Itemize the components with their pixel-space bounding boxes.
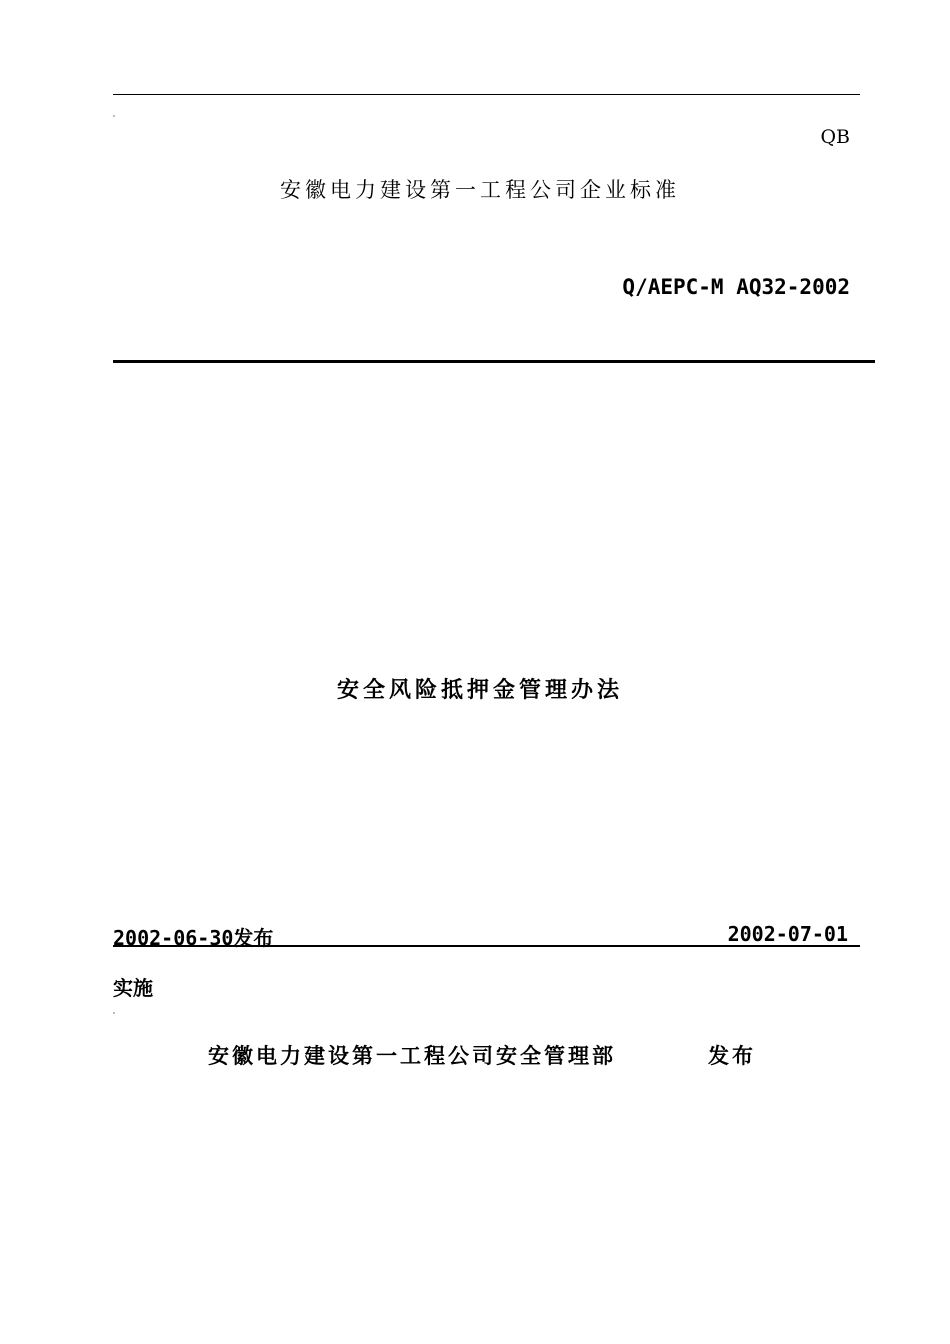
qb-label: QB <box>820 126 850 148</box>
company-standard-heading: 安徽电力建设第一工程公司企业标准 <box>280 178 680 202</box>
effective-label: 实施 <box>113 976 153 1000</box>
issue-date: 2002-06-30发布 <box>113 926 274 950</box>
publisher-name: 安徽电力建设第一工程公司安全管理部 <box>208 1044 616 1068</box>
scan-speck <box>113 1012 115 1014</box>
header-divider <box>113 360 875 363</box>
top-rule <box>113 94 860 95</box>
publish-action: 发布 <box>708 1044 756 1068</box>
effective-date: 2002-07-01 <box>727 922 848 946</box>
date-underline <box>113 945 860 947</box>
scan-speck <box>113 115 115 117</box>
document-title: 安全风险抵押金管理办法 <box>336 678 623 703</box>
standard-code: Q/AEPC-M AQ32-2002 <box>622 275 850 299</box>
